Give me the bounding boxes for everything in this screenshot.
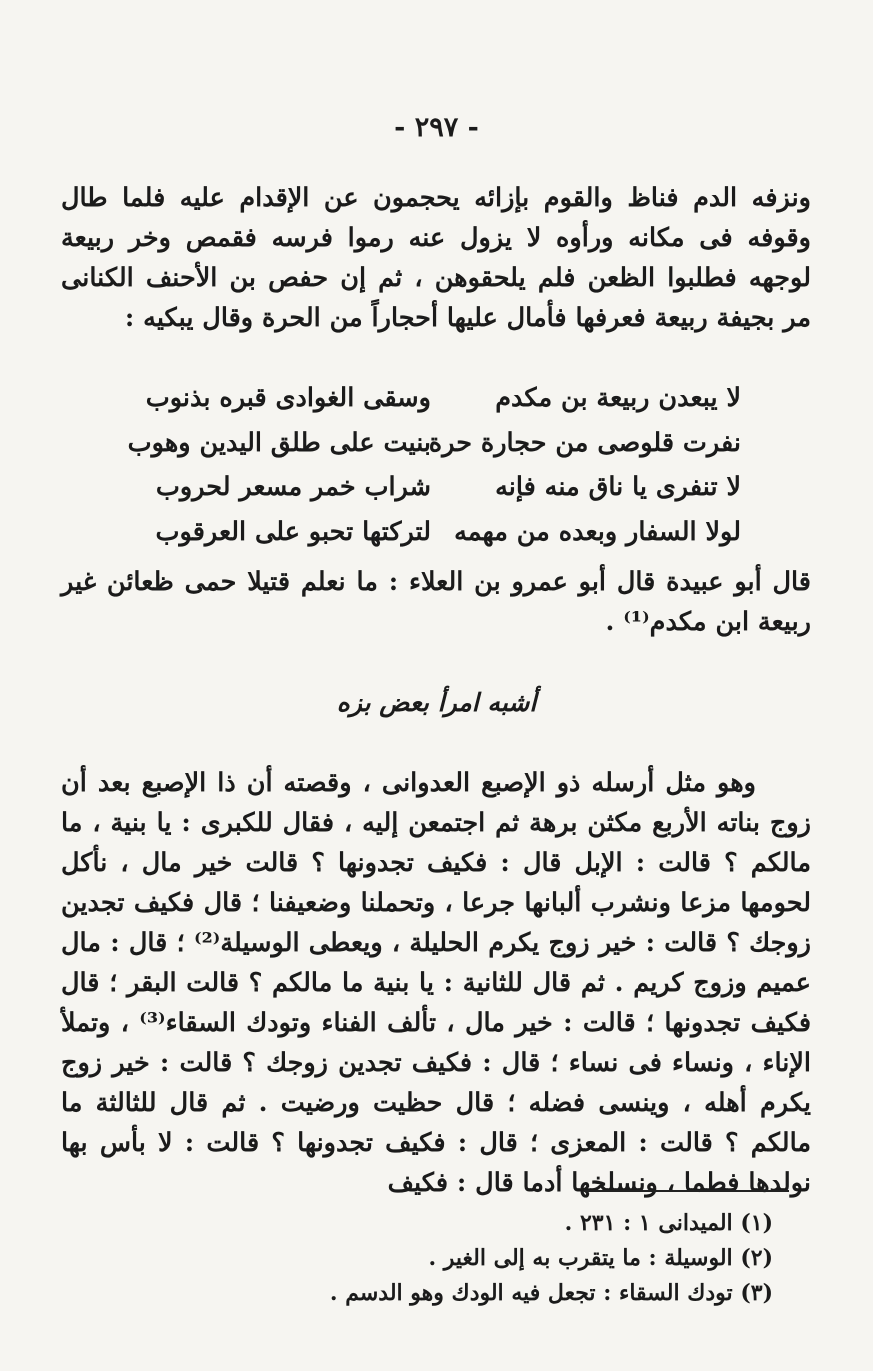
verse-first-hemistich: لا يبعدن ربيعة بن مكدم: [495, 383, 741, 413]
footnote-3: (٣) تودك السقاء : تجعل فيه الودك وهو الدسم .: [329, 1280, 773, 1306]
poem-verse: [131, 465, 741, 510]
intro-text: ونزفه الدم فناظ والقوم بإزائه يحجمون عن الإقدام عليه فلما طال وقوفه فى مكانه ورأوه لا يزول عنه رموا فرسه فقمص وخر ربيعة لوجهه فطلبوا الظعن فلم يلحقوهن ، ثم إن حفص بن الأحنف الكنانى مر بجيفة ربيعة فعرفها فأمال عليها أحجاراً من الحرة وقال يبكيه :: [61, 183, 811, 333]
verse-second-hemistich: لتركتها تحبو على العرقوب: [155, 516, 431, 547]
verse-first-hemistich: لا تنفرى يا ناق منه فإنه: [495, 472, 741, 502]
verse-second-hemistich: شراب خمر مسعر لحروب: [155, 472, 431, 502]
story-paragraph: [61, 763, 811, 1203]
footnote-1: (١) الميدانى ١ : ٢٣١ .: [564, 1210, 773, 1236]
footnotes: [93, 1206, 773, 1311]
poem-verse: [127, 421, 741, 466]
closing-paragraph: [61, 562, 811, 642]
verse-second-hemistich: بنيت على طلق اليدين وهوب: [127, 427, 431, 458]
page-number: - ٢٩٧ -: [394, 112, 479, 143]
poem: [127, 376, 741, 554]
story-text: وهو مثل أرسله ذو الإصبع العدوانى ، وقصته أن ذا الإصبع بعد أن زوج بناته الأربع مكثن برهة ثم اجتمعن إليه ، فقال للكبرى : يا بنية ، ما مالكم ؟ قالت : الإبل قال : فكيف تجدونها ؟ قالت خير مال ، نأكل لحومها مزعا ونشرب ألبانها جرعا ، وتحملنا وضعيفنا ؛ قال فكيف تجدين زوجك ؟ قالت : خير زوج يكرم الحليلة ، ويعطى الوسيلة⁽²⁾ ؛ قال : مال عميم وزوج كريم . ثم قال للثانية : يا بنية ما مالكم ؟ قالت البقر ؛ قال فكيف تجدونها ؛ قالت : خير مال ، تألف الفناء وتودك السقاء⁽³⁾ ، وتملأ الإناء ، ونساء فى نساء ؛ قال : فكيف تجدين زوجك ؟ قالت : خير زوج يكرم أهله ، وينسى فضله ؛ قال حظيت ورضيت . ثم قال للثالثة ما مالكم ؟ قالت : المعزى ؛ قال : فكيف تجدونها ؟ قالت : لا بأس بها نولدها فطما ، ونسلخها أدما قال : فكيف: [61, 768, 812, 1198]
verse-first-hemistich: لولا السفار وبعده من مهمه: [454, 516, 741, 547]
verse-second-hemistich: وسقى الغوادى قبره بذنوب: [145, 383, 431, 413]
footnote-2: (٢) الوسيلة : ما يتقرب به إلى الغير .: [428, 1245, 773, 1271]
poem-verse: [131, 376, 741, 421]
closing-text: قال أبو عبيدة قال أبو عمرو بن العلاء : ما نعلم قتيلا حمى ظعائن غير ربيعة ابن مكدم⁽¹⁾ .: [61, 567, 811, 637]
poem-verse: [131, 510, 741, 555]
verse-first-hemistich: نفرت قلوصى من حجارة حرة: [428, 427, 741, 458]
section-title: أشبه امرأ بعض بزه: [336, 688, 537, 717]
footnote-divider: [584, 1190, 789, 1192]
intro-paragraph: [61, 178, 811, 338]
